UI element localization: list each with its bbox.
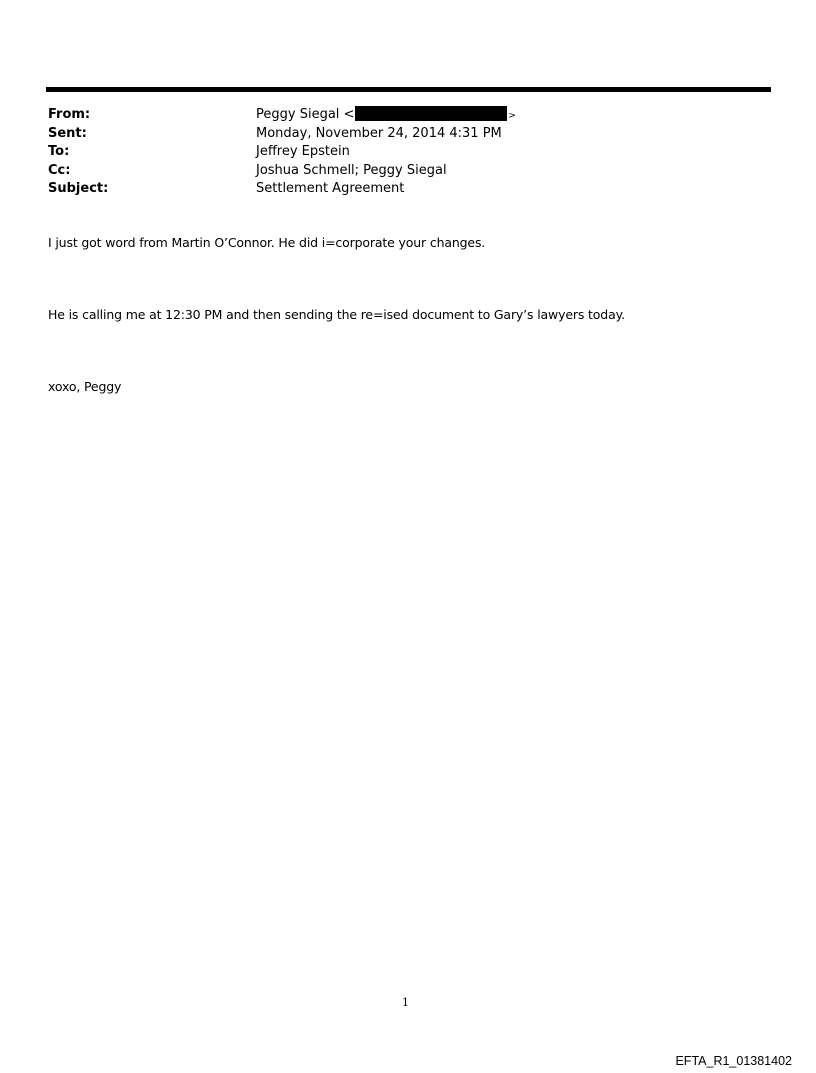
to-label: To: bbox=[48, 144, 70, 159]
subject-row bbox=[48, 180, 748, 199]
cc-row bbox=[48, 162, 748, 181]
email-header bbox=[48, 106, 748, 199]
email-body-paragraph-1: I just got word from Martin O’Connor. He did i=corporate your changes. bbox=[48, 235, 486, 250]
sent-value: Monday, November 24, 2014 4:31 PM bbox=[256, 125, 502, 141]
email-signoff: xoxo, Peggy bbox=[48, 379, 122, 394]
page-number: 1 bbox=[402, 996, 409, 1009]
redacted-email-address bbox=[355, 106, 507, 121]
header-divider bbox=[46, 87, 771, 92]
email-body-paragraph-2: He is calling me at 12:30 PM and then sending the re=ised document to Gary’s lawyers today. bbox=[48, 307, 625, 322]
from-label: From: bbox=[48, 107, 91, 122]
cc-label: Cc: bbox=[48, 162, 71, 178]
to-row bbox=[48, 143, 748, 162]
sent-row bbox=[48, 125, 748, 144]
from-row bbox=[48, 106, 748, 125]
cc-value: Joshua Schmell; Peggy Siegal bbox=[256, 162, 447, 178]
to-value: Jeffrey Epstein bbox=[256, 144, 350, 159]
subject-label: Subject: bbox=[48, 181, 109, 196]
from-close-bracket: > bbox=[508, 111, 516, 121]
from-value bbox=[256, 106, 516, 125]
from-name: Peggy Siegal < bbox=[256, 107, 355, 122]
subject-value: Settlement Agreement bbox=[256, 181, 405, 196]
sent-label: Sent: bbox=[48, 125, 87, 141]
document-id: EFTA_R1_01381402 bbox=[675, 1054, 792, 1068]
